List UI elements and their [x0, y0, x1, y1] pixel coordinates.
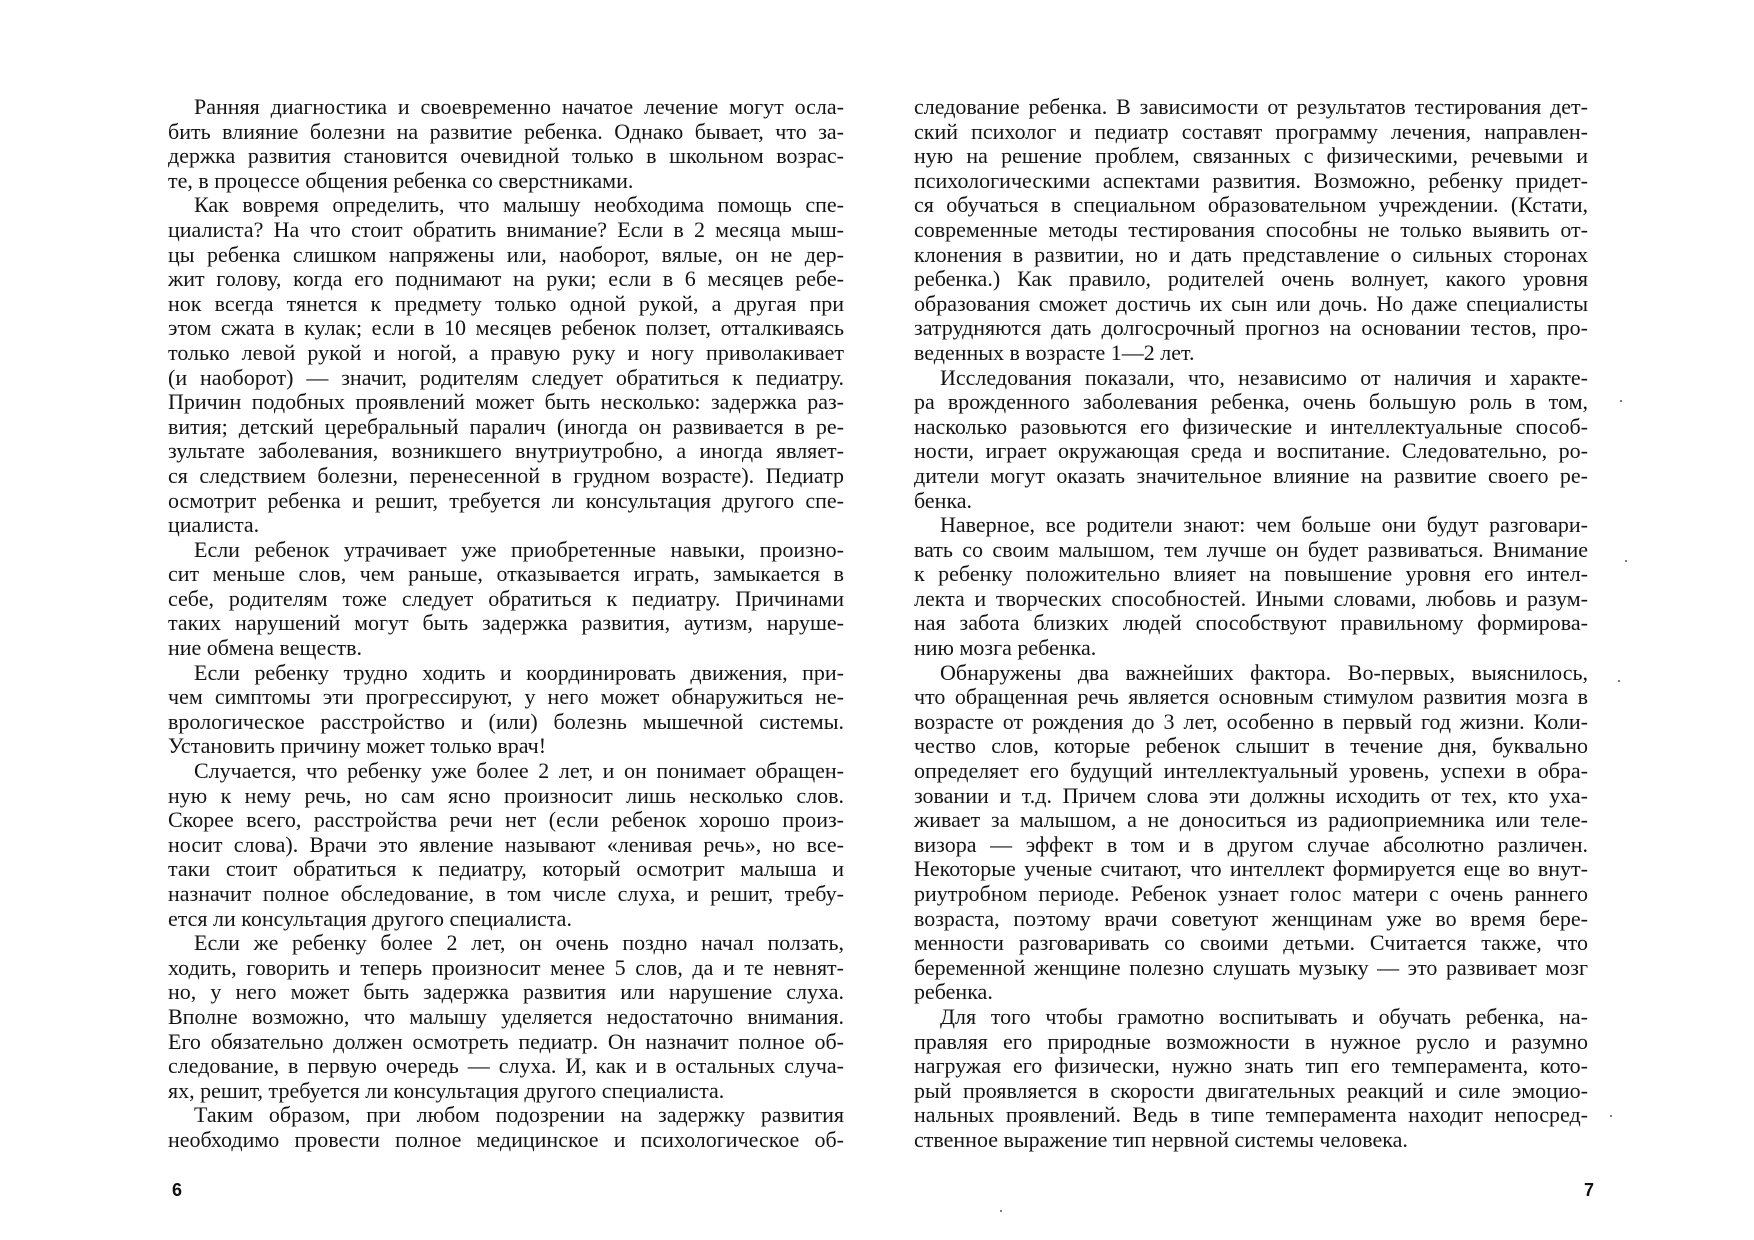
- text-line: нагружая его физически, нужно знать тип его темперамента, кото-: [914, 1053, 1588, 1079]
- text-line: нок всегда тянется к предмету только одной рукой, а другая при: [168, 290, 844, 316]
- paragraph: [914, 95, 1588, 366]
- text-line: ребенка.: [914, 979, 993, 1005]
- text-line: рый проявляется в скорости двигательных реакций и силе эмоцио-: [914, 1077, 1588, 1103]
- text-line: возрасте от рождения до 3 лет, особенно в первый год жизни. Коли-: [914, 708, 1588, 734]
- text-line: нию мозга ребенка.: [914, 635, 1097, 661]
- scan-speck: [1610, 1115, 1612, 1117]
- text-line: Таким образом, при любом подозрении на задержку развития: [194, 1102, 844, 1128]
- text-line: современные методы тестирования способны не только выявить от-: [914, 216, 1588, 242]
- text-line: зультате заболевания, возникшего внутриутробно, а иногда являет-: [168, 438, 844, 464]
- text-line: следование ребенка. В зависимости от результатов тестирования дет-: [914, 94, 1588, 119]
- text-line: ную к нему речь, но сам ясно произносит лишь несколько слов.: [168, 782, 844, 808]
- scan-speck: [1620, 400, 1622, 402]
- text-line: Установить причину может только врач!: [168, 733, 547, 759]
- text-line: нальных проявлений. Ведь в типе темперамента находит непосред-: [914, 1102, 1588, 1128]
- text-line: носит слова). Врачи это явление называют «ленивая речь», но все-: [168, 831, 844, 857]
- paragraph: [168, 538, 844, 661]
- scan-speck: [1000, 1210, 1002, 1212]
- text-line: насколько разовьются его физические и интеллектуальные способ-: [914, 413, 1588, 439]
- text-line: Исследования показали, что, независимо от наличия и характе-: [940, 364, 1588, 390]
- text-line: но, у него может быть задержка развития или нарушение слуха.: [168, 979, 844, 1005]
- text-line: Ранняя диагностика и своевременно начатое лечение могут осла-: [194, 94, 844, 119]
- paragraph: [914, 513, 1588, 661]
- scan-speck: [1618, 680, 1620, 682]
- text-line: клонения в развитии, но и дать представление о сильных сторонах: [914, 241, 1588, 267]
- text-line: жит голову, когда его поднимают на руки; если в 6 месяцев ребе-: [168, 266, 844, 292]
- text-line: беременной женщине полезно слушать музыку — это развивает мозг: [914, 954, 1588, 980]
- text-line: этом сжата в кулак; если в 10 месяцев ребенок ползет, отталкиваясь: [168, 315, 844, 341]
- text-line: сит меньше слов, чем раньше, отказывается играть, замыкается в: [168, 561, 844, 587]
- text-line: образования сможет достичь их сын или дочь. Но даже специалисты: [914, 290, 1588, 316]
- text-line: ности, играет окружающая среда и воспитание. Следовательно, ро-: [914, 438, 1588, 464]
- text-line: Обнаружены два важнейших фактора. Во-первых, выяснилось,: [940, 659, 1588, 685]
- text-line: Скорее всего, расстройства речи нет (если ребенок хорошо произ-: [168, 807, 844, 833]
- text-line: визора — эффект в том и в другом случае абсолютно различен.: [914, 831, 1588, 857]
- text-line: Случается, что ребенку уже более 2 лет, и он понимает обращен-: [194, 758, 844, 784]
- text-line: Вполне возможно, что малышу уделяется недостаточно внимания.: [168, 1003, 844, 1029]
- text-line: ся обучаться в специальном образовательном учреждении. (Кстати,: [914, 192, 1588, 218]
- paragraph: [168, 1103, 844, 1152]
- paragraph: [168, 95, 844, 193]
- text-line: ходить, говорить и теперь произносит менее 5 слов, да и те невнят-: [168, 954, 844, 980]
- text-line: лекта и творческих способностей. Иными словами, любовь и разум-: [914, 585, 1588, 611]
- page-number-right: 7: [1584, 1180, 1595, 1200]
- text-line: к ребенку положительно влияет на повышение уровня его интел-: [914, 561, 1588, 587]
- right-page-text: [914, 95, 1588, 1153]
- text-line: Как вовремя определить, что малышу необходима помощь спе-: [194, 192, 844, 218]
- text-line: Если ребенок утрачивает уже приобретенные навыки, произно-: [194, 536, 844, 562]
- scan-speck: [1625, 560, 1627, 562]
- text-line: ся следствием болезни, перенесенной в грудном возрасте). Педиатр: [168, 462, 844, 488]
- text-line: Его обязательно должен осмотреть педиатр. Он назначит полное об-: [168, 1028, 844, 1054]
- text-line: дители могут оказать значительное влияние на развитие своего ре-: [914, 462, 1588, 488]
- text-line: цы ребенка слишком напряжены или, наоборот, вялые, он не дер-: [168, 241, 844, 267]
- text-line: веденных в возрасте 1—2 лет.: [914, 339, 1195, 365]
- paragraph: [168, 759, 844, 931]
- paragraph: [168, 931, 844, 1103]
- text-line: ра врожденного заболевания ребенка, очень большую роль в том,: [914, 389, 1588, 415]
- text-line: затрудняются дать долгосрочный прогноз на основании тестов, про-: [914, 315, 1588, 341]
- text-line: вития; детский церебральный паралич (иногда он развивается в ре-: [168, 413, 844, 439]
- text-line: живает за малышом, а не доноситься из радиоприемника или теле-: [914, 807, 1588, 833]
- paragraph: [914, 366, 1588, 514]
- text-line: зовании и т.д. Причем слова эти должны исходить от тех, кто уха-: [914, 782, 1588, 808]
- paragraph: [168, 661, 844, 759]
- text-line: бенка.: [914, 487, 973, 513]
- paragraph: [914, 661, 1588, 1005]
- text-line: менности разговаривать со своими детьми. Считается также, что: [914, 930, 1588, 956]
- text-line: держка развития становится очевидной только в школьном возрас-: [168, 143, 844, 169]
- paragraph: [914, 1005, 1588, 1153]
- text-line: чество слов, которые ребенок слышит в течение дня, буквально: [914, 733, 1588, 759]
- text-line: Наверное, все родители знают: чем больше они будут разговари-: [940, 512, 1588, 538]
- text-line: осмотрит ребенка и решит, требуется ли консультация другого спе-: [168, 487, 844, 513]
- text-line: (и наоборот) — значит, родителям следует обратиться к педиатру.: [168, 364, 844, 390]
- text-line: правляя его природные возможности в нужное русло и разумно: [914, 1028, 1588, 1054]
- text-line: ях, решит, требуется ли консультация другого специалиста.: [168, 1077, 725, 1103]
- paragraph: [168, 193, 844, 537]
- text-line: риутробном периоде. Ребенок узнает голос матери с очень раннего: [914, 881, 1588, 906]
- text-line: Если ребенку трудно ходить и координировать движения, при-: [194, 659, 844, 685]
- page-number-left: 6: [172, 1180, 183, 1200]
- text-line: что обращенная речь является основным стимулом развития мозга в: [914, 684, 1588, 710]
- text-line: вать со своим малышом, тем лучше он будет развиваться. Внимание: [914, 536, 1588, 562]
- text-line: циалиста.: [168, 512, 260, 538]
- text-line: таких нарушений могут быть задержка развития, аутизм, наруше-: [168, 610, 844, 636]
- text-line: врологическое расстройство и (или) болезнь мышечной системы.: [168, 708, 844, 734]
- text-line: таки стоит обратиться к педиатру, который осмотрит малыша и: [168, 856, 844, 882]
- text-line: циалиста? На что стоит обратить внимание? Если в 2 месяца мыш-: [168, 216, 844, 242]
- text-line: Причин подобных проявлений может быть несколько: задержка раз-: [168, 389, 844, 415]
- text-line: ная забота близких людей способствуют правильному формирова-: [914, 610, 1588, 636]
- text-line: Некоторые ученые считают, что интеллект формируется еще во внут-: [914, 856, 1588, 882]
- text-line: назначит полное обследование, в том числе слуха, и решит, требу-: [168, 881, 844, 906]
- text-line: бить влияние болезни на развитие ребенка. Однако бывает, что за-: [168, 118, 844, 144]
- text-line: себе, родителям тоже следует обратиться к педиатру. Причинами: [168, 585, 844, 611]
- text-line: психологическими аспектами развития. Возможно, ребенку придет-: [914, 167, 1588, 193]
- text-line: необходимо провести полное медицинское и психологическое об-: [168, 1126, 844, 1152]
- text-line: ется ли консультация другого специалиста.: [168, 905, 572, 931]
- text-line: определяет его будущий интеллектуальный уровень, успехи в обра-: [914, 758, 1588, 784]
- text-line: ную на решение проблем, связанных с физическими, речевыми и: [914, 143, 1588, 169]
- text-line: ребенка.) Как правило, родителей очень волнует, какого уровня: [914, 266, 1588, 292]
- text-line: ние обмена веществ.: [168, 635, 363, 661]
- text-line: те, в процессе общения ребенка со сверстниками.: [168, 167, 634, 193]
- left-page-text: [168, 95, 844, 1153]
- text-line: Если же ребенку более 2 лет, он очень поздно начал ползать,: [194, 930, 844, 956]
- text-line: только левой рукой и ногой, а правую руку и ногу приволакивает: [168, 339, 844, 365]
- text-line: следование, в первую очередь — слуха. И, как и в остальных случа-: [168, 1053, 844, 1079]
- text-line: возраста, поэтому врачи советуют женщинам уже во время бере-: [914, 905, 1588, 931]
- text-line: Для того чтобы грамотно воспитывать и обучать ребенка, на-: [940, 1003, 1588, 1029]
- text-line: ский психолог и педиатр составят программу лечения, направлен-: [914, 118, 1588, 144]
- text-line: чем симптомы эти прогрессируют, у него может обнаружиться не-: [168, 684, 844, 710]
- text-line: ственное выражение тип нервной системы человека.: [914, 1126, 1408, 1152]
